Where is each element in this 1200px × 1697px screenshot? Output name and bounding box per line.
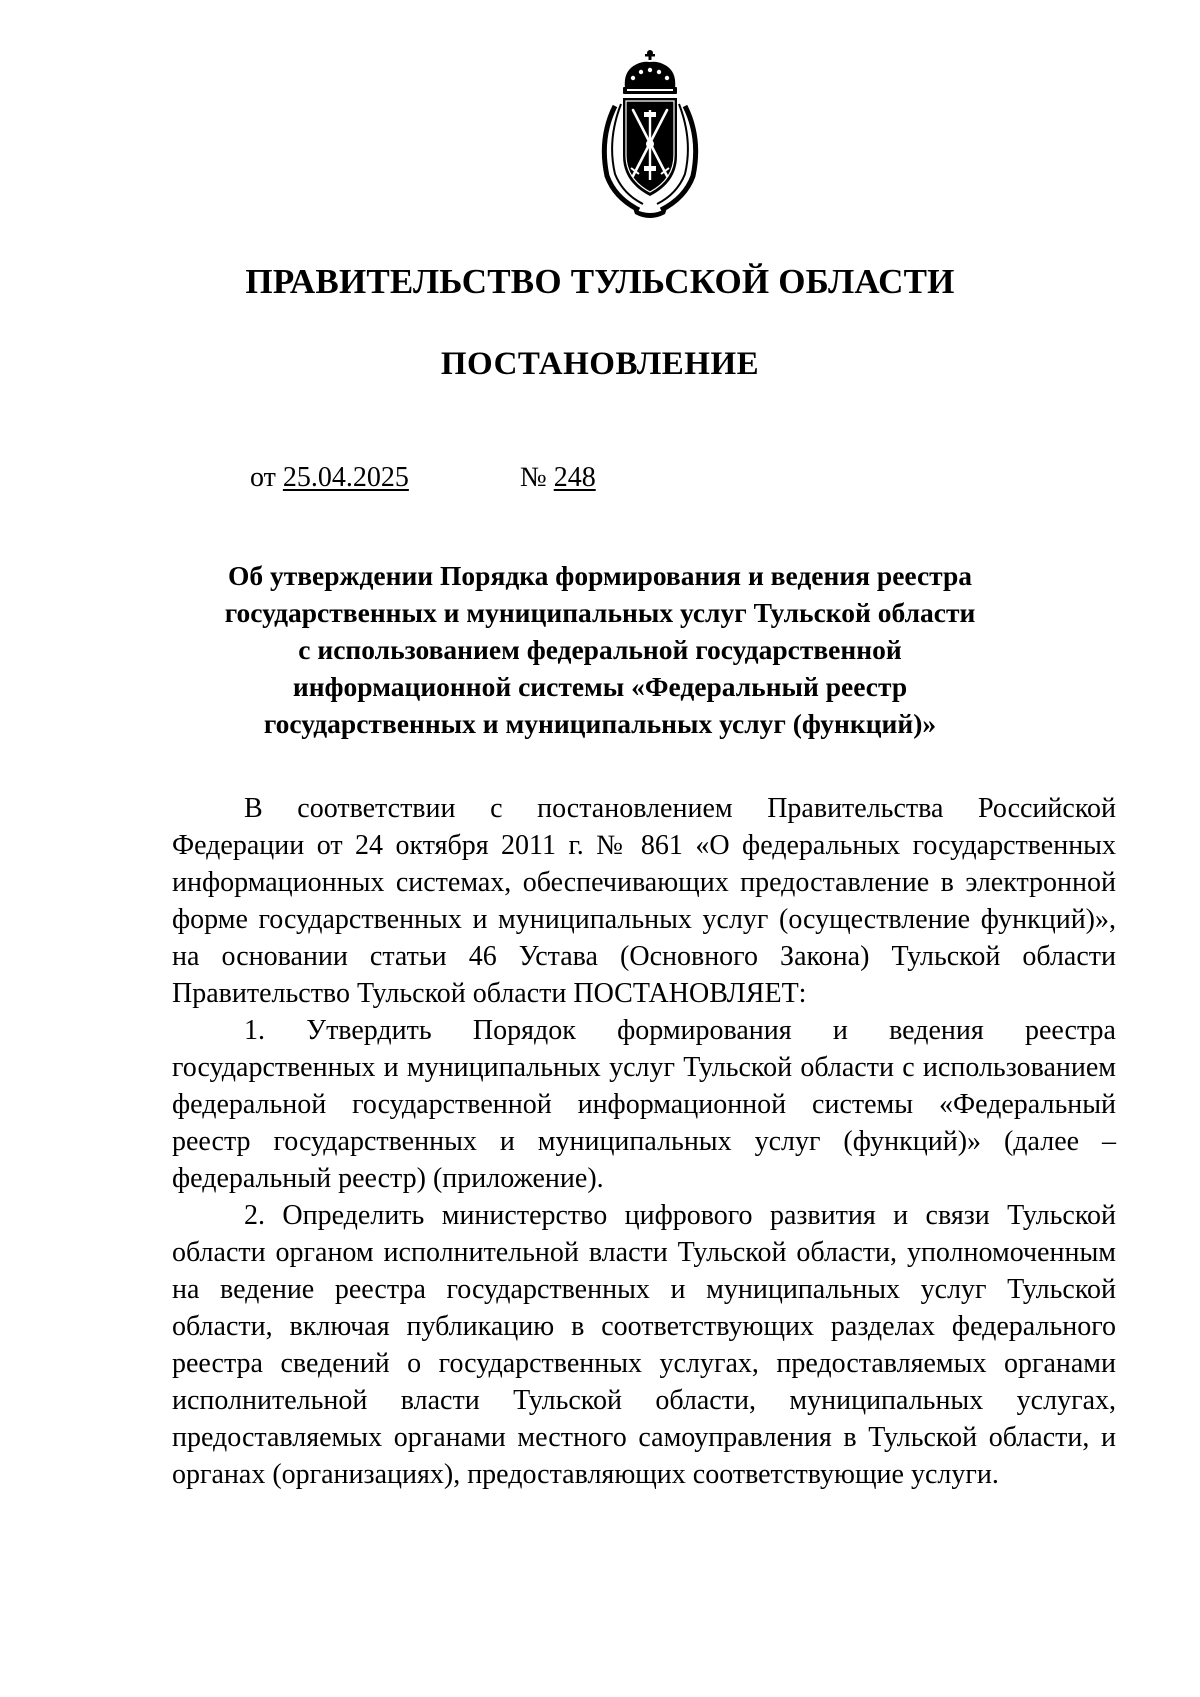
date-prefix: от — [250, 462, 276, 493]
body-paragraph-item-1: 1. Утвердить Порядок формирования и ведения реестра государственных и муниципальных услуг Тульской области с использованием федеральной государственной информационной системы «Федеральный реестр государственных и муниципальных услуг (функций)» (далее – федеральный реестр) (приложение). — [172, 1015, 1116, 1194]
document-number — [520, 461, 596, 495]
organization-title: ПРАВИТЕЛЬСТВО ТУЛЬСКОЙ ОБЛАСТИ — [245, 262, 955, 301]
tula-coat-of-arms-icon — [593, 48, 707, 220]
document-body — [172, 790, 1116, 1493]
number-value: 248 — [553, 462, 596, 493]
subject-line: государственных и муниципальных услуг Тульской области — [224, 597, 976, 628]
document-type-title: ПОСТАНОВЛЕНИЕ — [440, 346, 760, 382]
document-date — [250, 461, 409, 495]
subject-line: Об утверждении Порядка формирования и ведения реестра — [227, 560, 973, 591]
number-prefix: № — [520, 462, 547, 493]
subject-line: информационной системы «Федеральный реестр — [292, 671, 908, 702]
subject-line: с использованием федеральной государственной — [298, 634, 902, 665]
body-paragraph-item-2: 2. Определить министерство цифрового развития и связи Тульской области органом исполнительной власти Тульской области, уполномоченным на ведение реестра государственных и муниципальных услуг Тульской области, включая публикацию в соответствующих разделах федерального реестра сведений о государственных услугах, предоставляемых органами исполнительной власти Тульской области, муниципальных услугах, предоставляемых органами местного самоуправления в Тульской области, и органах (организациях), предоставляющих соответствующие услуги. — [172, 1200, 1116, 1490]
body-paragraph-preamble: В соответствии с постановлением Правительства Российской Федерации от 24 октября 2011 г. № 861 «О федеральных государственных информационных системах, обеспечивающих предоставление в электронной форме государственных и муниципальных услуг (осуществление функций)», на основании статьи 46 Устава (Основного Закона) Тульской области Правительство Тульской области ПОСТАНОВЛЯЕТ: — [172, 793, 1116, 1009]
document-subject — [200, 557, 1000, 742]
subject-line: государственных и муниципальных услуг (функций)» — [263, 708, 937, 739]
date-value: 25.04.2025 — [282, 462, 409, 493]
